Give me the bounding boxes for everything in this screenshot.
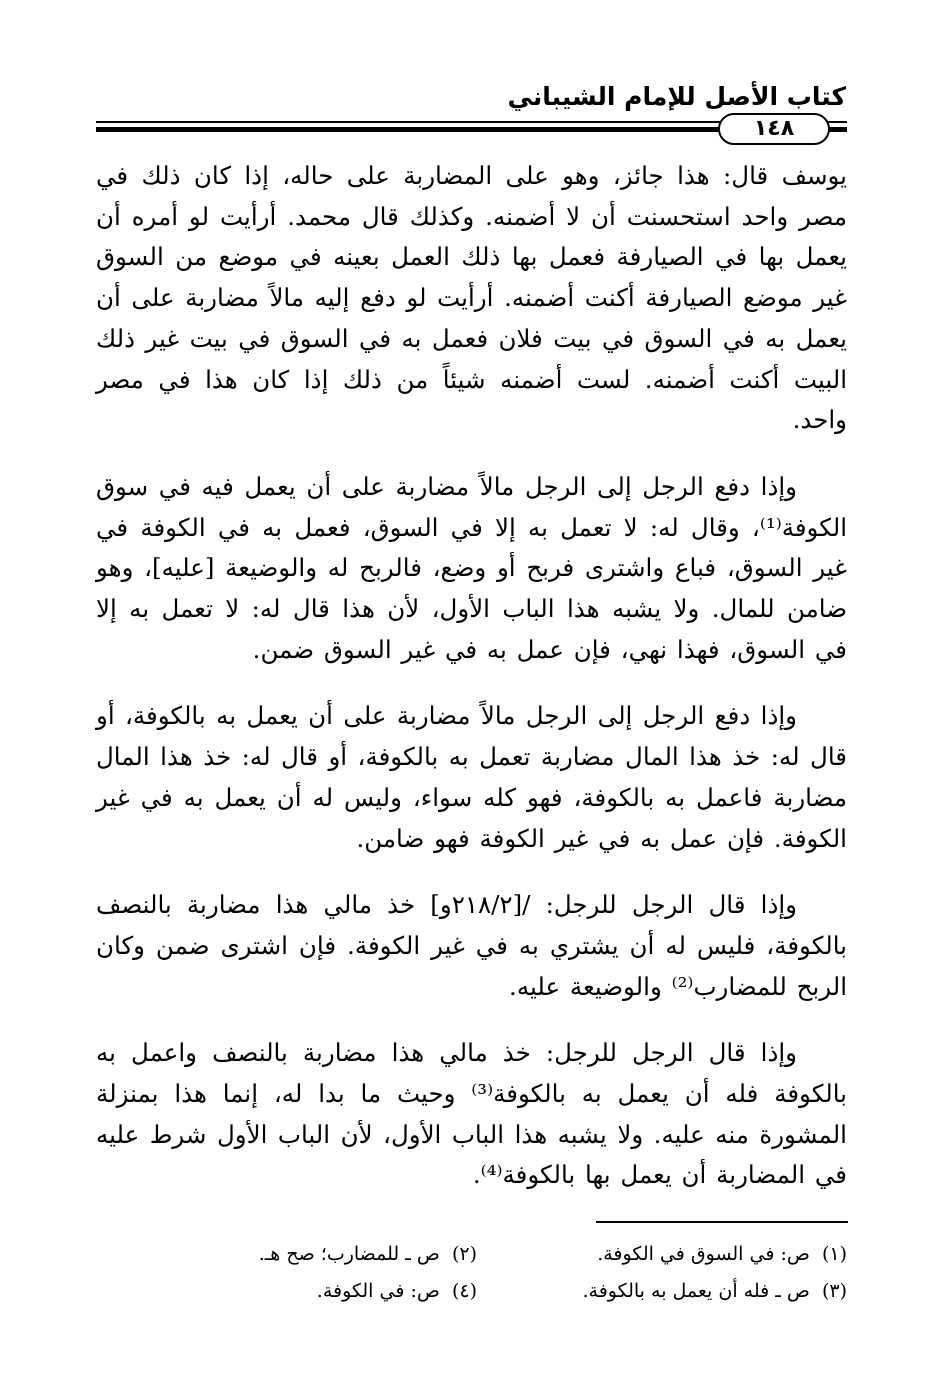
footnote-item — [107, 1273, 477, 1310]
footnote-text: ص ـ للمضارب؛ صح هـ. — [258, 1243, 440, 1265]
paragraph: يوسف قال: هذا جائز، وهو على المضاربة على حاله، إذا كان ذلك في مصر واحد استحسنت أن لا أضمنه. وكذلك قال محمد. أرأيت لو أمره أن يعمل بها في الصيارفة فعمل بها ذلك العمل بعينه في موضع من السوق غير موضع الصيارفة أكنت أضمنه. أرأيت لو دفع إليه مالاً مضاربة على أن يعمل به في السوق في بيت فلان فعمل به في السوق في بيت غير ذلك البيت أكنت أضمنه. لست أضمنه شيئاً من ذلك إذا كان هذا في مصر واحد. — [96, 161, 847, 435]
footnote-text: ص ـ فله أن يعمل به بالكوفة. — [582, 1280, 810, 1302]
paragraph: وإذا دفع الرجل إلى الرجل مالاً مضاربة على أن يعمل فيه في سوق الكوفة⁽¹⁾، وقال له: لا تعمل به إلا في السوق، فعمل به في الكوفة في غير السوق، فباع واشترى فربح أو وضع، فالربح له والوضيعة [عليه]، وهو ضامن للمال. ولا يشبه هذا الباب الأول، لأن هذا قال له: لا تعمل به إلا في السوق، فهذا نهي، فإن عمل به في غير السوق ضمن. — [96, 471, 848, 664]
footnote-number: (٣) — [821, 1280, 847, 1302]
footnote-text: ص: في الكوفة. — [316, 1280, 440, 1302]
footnote-number: (٤) — [451, 1280, 477, 1302]
main-text — [96, 156, 847, 1222]
footnotes — [96, 1236, 847, 1310]
running-header-title: كتاب الأصل للإمام الشيباني — [507, 82, 846, 111]
footnote-number: (١) — [821, 1243, 847, 1265]
footnote-item — [477, 1236, 847, 1273]
paragraph: وإذا دفع الرجل إلى الرجل مالاً مضاربة على أن يعمل به بالكوفة، أو قال له: خذ هذا المال مضاربة تعمل به بالكوفة، أو قال له: خذ هذا المال مضاربة فاعمل به بالكوفة، فهو كله سواء، وليس له أن يعمل به في غير الكوفة. فإن عمل به في غير الكوفة فهو ضامن. — [96, 701, 847, 853]
footnote-number: (٢) — [451, 1243, 477, 1265]
paragraph: وإذا قال الرجل للرجل: خذ مالي هذا مضاربة بالنصف واعمل به بالكوفة فله أن يعمل به بالكوفة⁽³⁾ وحيث ما بدا له، إنما هذا بمنزلة المشورة منه عليه. ولا يشبه هذا الباب الأول، لأن الباب الأول شرط عليه في المضاربة أن يعمل بها بالكوفة⁽⁴⁾. — [96, 1038, 847, 1190]
footnote-item — [477, 1273, 847, 1310]
footnote-item — [107, 1236, 477, 1273]
paragraph: وإذا قال الرجل للرجل: /[٢١٨/٢و] خذ مالي هذا مضاربة بالنصف بالكوفة، فليس له أن يشتري به في غير الكوفة. فإن اشترى ضمن وكان الربح للمضارب⁽²⁾ والوضيعة عليه. — [96, 890, 847, 1001]
footnote-text: ص: في السوق في الكوفة. — [597, 1243, 810, 1265]
footnote-separator — [596, 1221, 848, 1223]
page-number: ١٤٨ — [718, 113, 830, 145]
